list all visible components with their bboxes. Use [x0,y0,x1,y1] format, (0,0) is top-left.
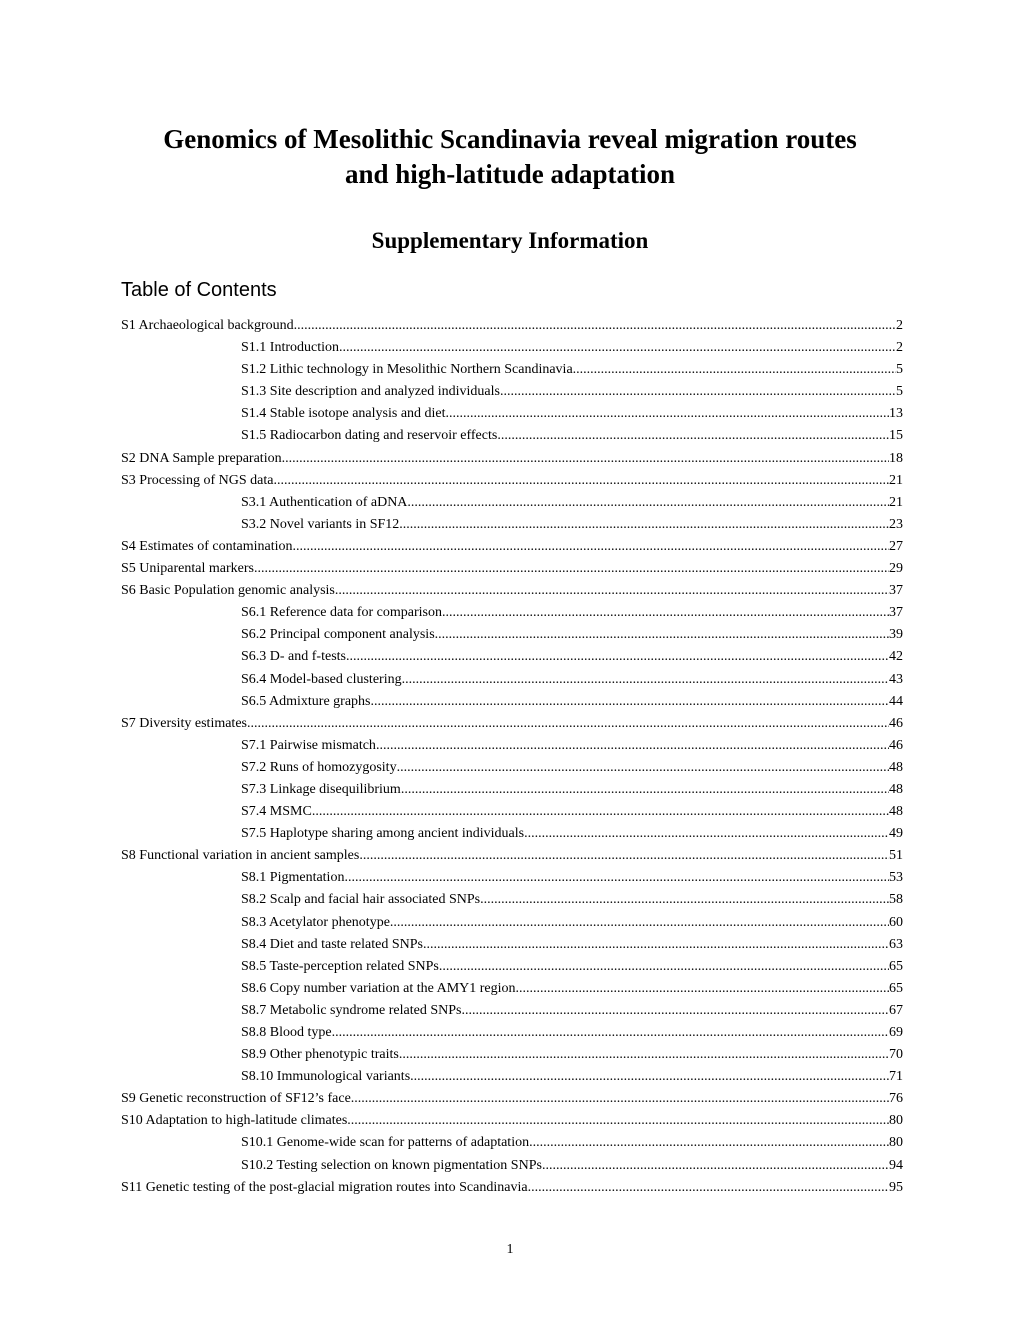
toc-entry-label: S5 Uniparental markers [121,561,254,577]
toc-entry-label: S6.2 Principal component analysis [241,627,435,643]
document-subtitle: Supplementary Information [371,228,649,253]
toc-entry-page-number: 65 [889,958,903,974]
toc-entry-label: S2 DNA Sample preparation [121,450,282,466]
toc-entry-label: S8 Functional variation in ancient samples [121,848,360,864]
toc-entry-label: S8.2 Scalp and facial hair associated SNPs [241,892,481,908]
toc-entry-page-number: 23 [889,516,903,532]
toc-entry-page-number: 70 [889,1047,903,1063]
toc-entry-page-number: 53 [889,870,903,886]
toc-entry[interactable] [121,1022,903,1044]
toc-entry-label: S7.3 Linkage disequilibrium [241,781,401,797]
toc-entry-label: S6.3 D- and f-tests [241,649,346,665]
toc-dot-leader [371,691,890,713]
toc-dot-leader [292,536,889,558]
toc-entry-label: S8.7 Metabolic syndrome related SNPs [241,1002,462,1018]
toc-entry-label: S3.1 Authentication of aDNA [241,494,408,510]
toc-entry[interactable] [121,889,903,911]
toc-dot-leader [516,978,889,1000]
toc-entry-label: S7.1 Pairwise mismatch [241,737,376,753]
toc-dot-leader [351,1088,889,1110]
toc-dot-leader [335,580,889,602]
toc-entry-page-number: 46 [889,737,903,753]
toc-dot-leader [402,669,889,691]
toc-dot-leader [376,735,889,757]
toc-entry-label: S7.2 Runs of homozygosity [241,759,397,775]
toc-entry-page-number: 67 [889,1002,903,1018]
toc-entry-page-number: 37 [889,583,903,599]
toc-entry-page-number: 48 [889,781,903,797]
toc-dot-leader [273,470,889,492]
toc-entry[interactable] [121,1132,903,1154]
toc-dot-leader [461,1000,889,1022]
toc-entry-page-number: 37 [889,605,903,621]
toc-dot-leader [439,956,889,978]
toc-dot-leader [528,1177,889,1199]
toc-entry[interactable] [121,735,903,757]
toc-entry[interactable] [121,912,903,934]
toc-dot-leader [410,1066,889,1088]
toc-entry-page-number: 95 [889,1179,903,1195]
toc-entry-label: S1.1 Introduction [241,340,339,356]
toc-entry-label: S1.4 Stable isotope analysis and diet [241,406,446,422]
document-title-line-1: Genomics of Mesolithic Scandinavia reveal migration routes [163,124,857,154]
toc-entry[interactable] [121,1000,903,1022]
toc-dot-leader [254,558,889,580]
toc-entry[interactable] [121,514,903,536]
toc-dot-leader [247,713,889,735]
toc-dot-leader [347,1110,889,1132]
toc-entry-page-number: 39 [889,627,903,643]
toc-entry[interactable] [121,757,903,779]
toc-dot-leader [399,1044,889,1066]
toc-entry[interactable] [121,558,903,580]
toc-entry-label: S8.6 Copy number variation at the AMY1 region [241,980,516,996]
toc-dot-leader [390,912,889,934]
toc-entry[interactable] [121,1177,903,1199]
toc-dot-leader [339,337,896,359]
toc-entry-label: S8.4 Diet and taste related SNPs [241,936,423,952]
toc-dot-leader [401,779,889,801]
toc-entry-label: S8.10 Immunological variants [241,1069,411,1085]
toc-entry-label: S7.5 Haplotype sharing among ancient individuals [241,826,525,842]
toc-entry-page-number: 58 [889,892,903,908]
toc-entry[interactable] [121,470,903,492]
toc-entry[interactable] [121,867,903,889]
toc-entry-label: S4 Estimates of contamination [121,538,293,554]
toc-entry-page-number: 76 [889,1091,903,1107]
toc-entry-label: S1.5 Radiocarbon dating and reservoir effects [241,428,498,444]
toc-entry[interactable] [121,779,903,801]
toc-entry-label: S8.1 Pigmentation [241,870,345,886]
toc-entry-label: S6.1 Reference data for comparison [241,605,442,621]
toc-entry-page-number: 46 [889,715,903,731]
toc-entry-label: S1 Archaeological background [121,318,294,333]
toc-dot-leader [497,425,889,447]
toc-entry[interactable] [121,691,903,713]
toc-entry-page-number: 48 [889,759,903,775]
toc-entry[interactable] [121,1066,903,1088]
toc-entry-page-number: 60 [889,914,903,930]
toc-entry-label: S8.3 Acetylator phenotype [241,914,390,930]
toc-entry[interactable] [121,845,903,867]
toc-heading: Table of Contents [121,279,277,301]
toc-entry-label: S3 Processing of NGS data [121,472,274,488]
toc-entry[interactable] [121,801,903,823]
toc-entry-page-number: 5 [896,384,903,400]
toc-entry[interactable] [121,1110,903,1132]
toc-dot-leader [282,448,889,470]
toc-entry[interactable] [121,381,903,403]
toc-dot-leader [312,801,889,823]
toc-entry-page-number: 13 [889,406,903,422]
toc-entry[interactable] [121,1044,903,1066]
toc-entry-page-number: 44 [889,693,903,709]
toc-entry[interactable] [121,978,903,1000]
toc-entry[interactable] [121,823,903,845]
toc-entry-label: S1.3 Site description and analyzed individuals [241,384,500,400]
toc-entry-page-number: 80 [889,1135,903,1151]
toc-entry[interactable] [121,624,903,646]
toc-entry-page-number: 63 [889,936,903,952]
toc-entry-page-number: 71 [889,1069,903,1085]
toc-entry[interactable] [121,425,903,447]
toc-entry-page-number: 42 [889,649,903,665]
toc-entry-label: S10.2 Testing selection on known pigmentation SNPs [241,1157,542,1173]
toc-dot-leader [524,823,889,845]
toc-entry-page-number: 5 [896,362,903,378]
document-title-line-2: and high-latitude adaptation [344,159,676,189]
toc-dot-leader [480,889,889,911]
toc-entry-page-number: 15 [889,428,903,444]
toc-entry-label: S9 Genetic reconstruction of SF12’s face [121,1091,351,1107]
toc-dot-leader [397,757,889,779]
toc-entry-page-number: 51 [889,848,903,864]
toc-dot-leader [500,381,896,403]
toc-entry[interactable] [121,713,903,735]
toc-entry-label: S8.8 Blood type [241,1025,332,1040]
toc-entry-page-number: 2 [896,318,903,333]
toc-dot-leader [332,1022,889,1044]
toc-dot-leader [446,403,889,425]
toc-entry-label: S1.2 Lithic technology in Mesolithic Northern Scandinavia [241,362,573,378]
toc-entry-page-number: 43 [889,671,903,687]
toc-entry-label: S7 Diversity estimates [121,715,247,731]
toc-entry-page-number: 49 [889,826,903,842]
toc-entry[interactable] [121,403,903,425]
toc-entry[interactable] [121,580,903,602]
toc-entry-page-number: 65 [889,980,903,996]
toc-entry-page-number: 48 [889,804,903,820]
toc-dot-leader [542,1155,889,1177]
toc-entry-page-number: 27 [889,538,903,554]
toc-entry[interactable] [121,1155,903,1177]
toc-entry-label: S8.5 Taste-perception related SNPs [241,958,439,974]
toc-entry-page-number: 18 [889,450,903,466]
toc-entry[interactable] [121,492,903,514]
toc-dot-leader [359,845,889,867]
toc-entry[interactable] [121,359,903,381]
toc-dot-leader [529,1132,889,1154]
toc-entry-label: S7.4 MSMC [241,804,312,820]
toc-entry[interactable] [121,669,903,691]
toc-entry[interactable] [121,646,903,668]
toc-entry-page-number: 21 [889,472,903,488]
toc-entry[interactable] [121,448,903,470]
toc-entry-label: S10 Adaptation to high-latitude climates [121,1113,348,1129]
toc-entry[interactable] [121,536,903,558]
toc-entry-label: S6.4 Model-based clustering [241,671,402,687]
toc-dot-leader [399,514,889,536]
toc-dot-leader [344,867,889,889]
toc-dot-leader [423,934,889,956]
table-of-contents [121,315,903,1199]
toc-entry-label: S11 Genetic testing of the post-glacial migration routes into Scandinavia [121,1179,528,1195]
toc-entry[interactable] [121,1088,903,1110]
toc-entry[interactable] [121,956,903,978]
toc-entry[interactable] [121,337,903,359]
toc-entry[interactable] [121,602,903,624]
toc-entry-label: S10.1 Genome-wide scan for patterns of adaptation [241,1135,530,1151]
toc-entry-page-number: 94 [889,1157,903,1173]
toc-entry-page-number: 80 [889,1113,903,1129]
toc-dot-leader [442,602,889,624]
toc-entry-label: S8.9 Other phenotypic traits [241,1047,399,1063]
toc-dot-leader [435,624,889,646]
toc-entry-page-number: 2 [896,340,903,356]
toc-entry-page-number: 21 [889,494,903,510]
toc-entry-label: S3.2 Novel variants in SF12 [241,516,400,532]
toc-dot-leader [346,646,889,668]
toc-entry[interactable] [121,315,903,337]
toc-entry[interactable] [121,934,903,956]
toc-entry-label: S6.5 Admixture graphs [241,693,371,709]
page-number: 1 [506,1242,514,1257]
document-title [0,122,1020,192]
toc-dot-leader [407,492,889,514]
toc-dot-leader [294,315,896,337]
toc-entry-label: S6 Basic Population genomic analysis [121,583,335,599]
toc-entry-page-number: 69 [889,1025,903,1040]
toc-dot-leader [573,359,896,381]
toc-entry-page-number: 29 [889,561,903,577]
